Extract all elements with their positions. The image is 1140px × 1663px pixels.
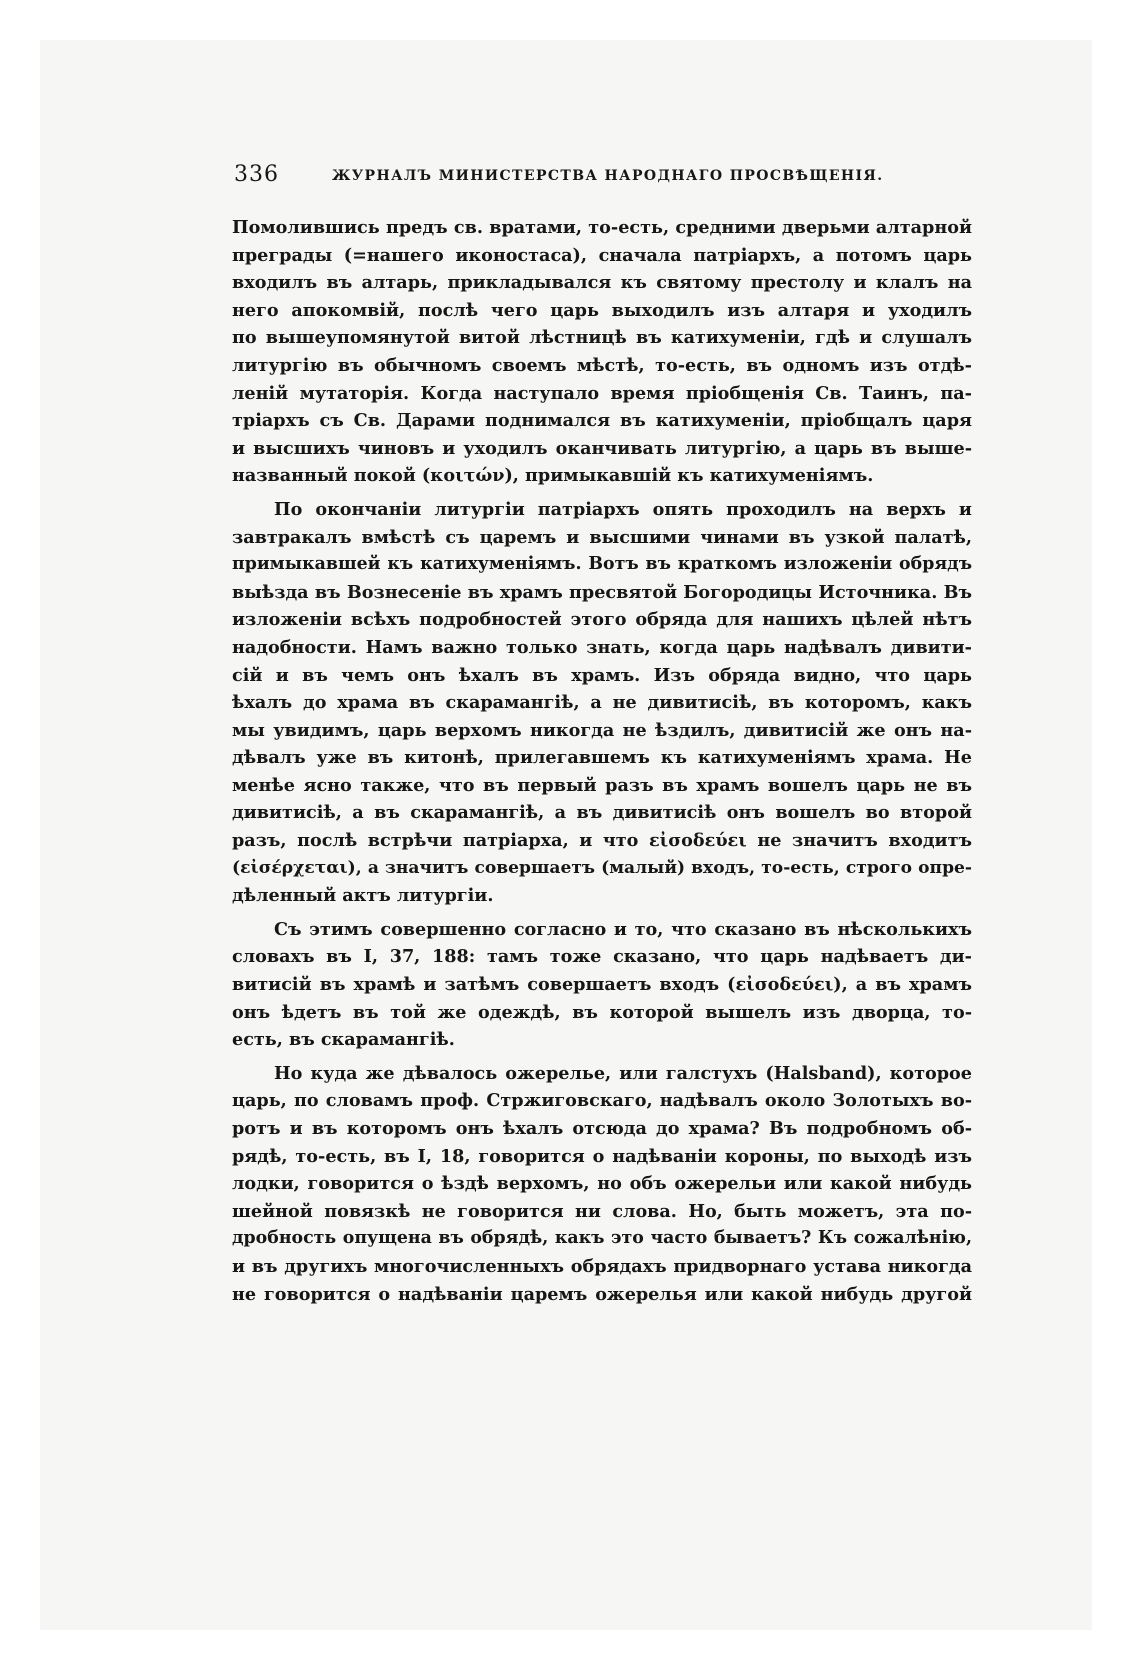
- text-line: и въ другихъ многочисленныхъ обрядахъ придворнаго устава никогда: [232, 1255, 972, 1277]
- text-line: изложеніи всѣхъ подробностей этого обряда для нашихъ цѣлей нѣтъ: [232, 609, 972, 631]
- text-line: Съ этимъ совершенно согласно и то, что сказано въ нѣсколькихъ: [274, 918, 972, 940]
- text-line: по вышеупомянутой витой лѣстницѣ въ катихуменіи, гдѣ и слушалъ: [232, 327, 972, 349]
- text-line: завтракалъ вмѣстѣ съ царемъ и высшими чинами въ узкой палатѣ,: [232, 526, 972, 548]
- text-line: Помолившись предъ св. вратами, то-есть, средними дверьми алтарной: [232, 217, 972, 238]
- text-line: есть, въ скарамангіѣ.: [232, 1029, 455, 1051]
- text-line: мы увидимъ, царь верхомъ никогда не ѣздилъ, дивитисій же онъ на-: [232, 719, 972, 741]
- text-line: примыкавшей къ катихуменіямъ. Вотъ въ краткомъ изложеніи обрядъ: [232, 554, 972, 575]
- text-line: онъ ѣдетъ въ той же одеждѣ, въ которой вышелъ изъ дворца, то-: [232, 1001, 972, 1023]
- page-number: 336: [234, 162, 279, 187]
- text-line: выѣзда въ Вознесеніе въ храмъ пресвятой Богородицы Источника. Въ: [232, 581, 972, 603]
- text-line: ротъ и въ которомъ онъ ѣхалъ отсюда до храма? Въ подробномъ об-: [232, 1118, 972, 1139]
- text-line: литургію въ обычномъ своемъ мѣстѣ, то-есть, въ одномъ изъ отдѣ-: [232, 354, 972, 376]
- text-line: рядѣ, то-есть, въ I, 18, говорится о надѣваніи короны, по выходѣ изъ: [232, 1145, 972, 1167]
- text-line: и высшихъ чиновъ и уходилъ оканчивать литургію, а царь въ выше-: [232, 437, 972, 459]
- text-line: входилъ въ алтарь, прикладывался къ святому престолу и клалъ на: [232, 272, 972, 294]
- text-line: не говорится о надѣваніи царемъ ожерелья или какой нибудь другой: [232, 1283, 972, 1305]
- paragraph-3: [232, 916, 972, 1054]
- text-line: дивитисіѣ, а въ скарамангіѣ, а въ дивитисіѣ онъ вошелъ во второй: [232, 802, 972, 824]
- text-line: ѣхалъ до храма въ скарамангіѣ, а не дивитисіѣ, въ которомъ, какъ: [232, 692, 972, 714]
- text-line: Но куда же дѣвалось ожерелье, или галстухъ (Halsband), которое: [274, 1062, 972, 1084]
- text-line: тріархъ съ Св. Дарами поднимался въ катихуменіи, пріобщалъ царя: [232, 410, 972, 432]
- text-line: названный покой (κοιτών), примыкавшій къ катихуменіямъ.: [232, 465, 874, 487]
- text-line: леній мутаторія. Когда наступало время пріобщенія Св. Таинъ, па-: [232, 382, 972, 404]
- text-line: царь, по словамъ проф. Стржиговскаго, надѣвалъ около Золотыхъ во-: [232, 1090, 972, 1112]
- text-line: разъ, послѣ встрѣчи патріарха, и что εἰσοδεύει не значитъ входитъ: [232, 830, 972, 852]
- text-line: шейной повязкѣ не говорится ни слова. Но, быть можетъ, эта по-: [232, 1200, 972, 1222]
- text-line: преграды (=нашего иконостаса), сначала патріархъ, а потомъ царь: [232, 244, 972, 266]
- text-line: словахъ въ I, 37, 188: тамъ тоже сказано, что царь надѣваетъ ди-: [232, 946, 972, 968]
- text-line: лодки, говорится о ѣздѣ верхомъ, но объ ожерельи или какой нибудь: [232, 1173, 972, 1195]
- paragraph-2: [232, 496, 972, 910]
- page-content: [232, 162, 972, 1308]
- text-line: витисій въ храмѣ и затѣмъ совершаетъ входъ (εἰσοδεύει), а въ храмъ: [232, 974, 972, 996]
- paragraph-4: [232, 1060, 972, 1308]
- text-line: сій и въ чемъ онъ ѣхалъ въ храмъ. Изъ обряда видно, что царь: [232, 664, 972, 686]
- text-line: надобности. Намъ важно только знать, когда царь надѣвалъ дивити-: [232, 636, 972, 658]
- text-line: дѣвалъ уже въ китонѣ, прилегавшемъ къ катихуменіямъ храма. Не: [232, 747, 972, 769]
- text-line: дѣленный актъ литургіи.: [232, 885, 494, 907]
- text-line: него апокомвій, послѣ чего царь выходилъ изъ алтаря и уходилъ: [232, 299, 972, 321]
- journal-title: ЖУРНАЛЪ МИНИСТЕРСТВА НАРОДНАГО ПРОСВѢЩЕНІЯ.: [332, 168, 884, 184]
- running-head: [232, 162, 972, 206]
- text-line: (εἰσέρχεται), а значитъ совершаетъ (малый) входъ, то-есть, строго опре-: [232, 857, 972, 878]
- text-line: менѣе ясно также, что въ первый разъ въ храмъ вошелъ царь не въ: [232, 774, 972, 796]
- paragraph-1: [232, 214, 972, 490]
- text-line: По окончаніи литургіи патріархъ опять проходилъ на верхъ и: [274, 498, 972, 520]
- text-line: дробность опущена въ обрядѣ, какъ это часто бываетъ? Къ сожалѣнію,: [232, 1228, 972, 1249]
